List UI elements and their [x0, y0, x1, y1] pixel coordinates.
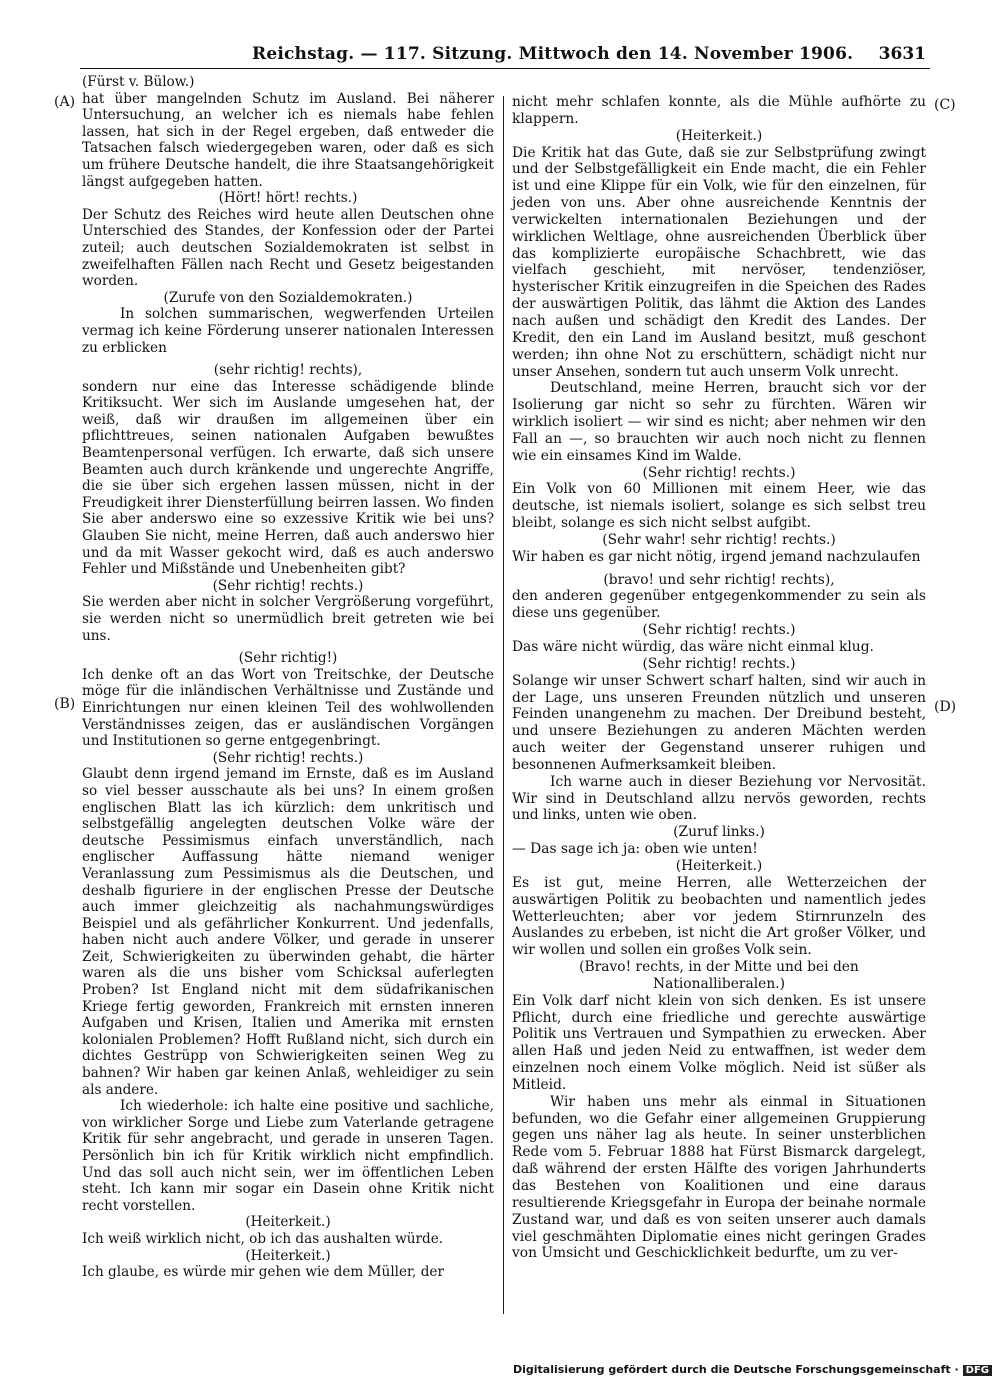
paragraph: — Das sage ich ja: oben wie unten!	[512, 841, 758, 858]
interjection: (Sehr richtig! rechts.)	[212, 749, 364, 766]
paragraph: In solchen summarischen, wegwerfenden Urteilen vermag ich keine Förderung unserer nationalen Interessen zu erblicken	[82, 306, 494, 356]
margin-mark-d: (D)	[934, 699, 957, 715]
paragraph: Der Schutz des Reiches wird heute allen Deutschen ohne Unterschied des Standes, der Konfession oder der Partei zuteil; auch deutschen Sozialdemokraten ist selbst in zweifelhaften Fällen nach Recht und Gesetz beigestanden worden.	[82, 206, 494, 290]
running-title: Reichstag. — 117. Sitzung. Mittwoch den 14. November 1906.	[252, 44, 854, 64]
right-column	[512, 94, 926, 1262]
paragraph: Ich denke oft an das Wort von Treitschke, der Deutsche möge für die inländischen Verhältnisse und Zustände und Einrichtungen nur einen kleinen Teil des wohlwollenden Verständnisses zeigen, das er ausländischen Vorgängen und Institutionen so gerne entgegenbringt.	[82, 666, 494, 750]
interjection: (Bravo! rechts, in der Mitte und bei den Nationalliberalen.)	[579, 959, 859, 992]
page-header	[80, 44, 930, 68]
paragraph: Wir haben uns mehr als einmal in Situationen befunden, wo die Gefahr einer allgemeinen Gruppierung gegen uns näher lag als heute. In seiner unsterblichen Rede vom 5. Februar 1888 hat Fürst Bismarck dargelegt, daß während der ersten Hälfte des vorigen Jahrhunderts das Bestehen von Koalitionen und eine daraus resultierende Kriegsgefahr in Europa der beinahe normale Zustand war, und daß es von seiten unserer auch damals viel geschmähten Diplomatie eines nicht geringen Grades von Umsicht und Geschicklichkeit bedurfte, um zu ver-	[512, 1093, 926, 1262]
interjection: (Sehr richtig! rechts.)	[642, 622, 796, 639]
left-column	[82, 74, 494, 1281]
interjection: (Zurufe von den Sozialdemokraten.)	[163, 289, 413, 306]
interjection: (Heiterkeit.)	[245, 1214, 331, 1231]
header-rule	[80, 68, 930, 69]
paragraph: (Fürst v. Bülow.)	[82, 74, 195, 90]
interjection: (Heiterkeit.)	[675, 857, 763, 874]
interjection: (Sehr richtig! rechts.)	[642, 464, 796, 481]
paragraph: Ich glaube, es würde mir gehen wie dem Müller, der	[82, 1264, 444, 1281]
margin-mark-b: (B)	[54, 696, 76, 712]
margin-mark-c: (C)	[934, 97, 956, 113]
interjection: (Sehr richtig! rechts.)	[212, 577, 364, 594]
paragraph: Ein Volk von 60 Millionen mit einem Heer, wie das deutsche, ist niemals isoliert, solange es sich selbst treu bleibt, solange es sich nicht selbst aufgibt.	[512, 481, 926, 532]
paragraph: den anderen gegenüber entgegenkommender zu sein als diese uns gegenüber.	[512, 588, 926, 622]
paragraph: Glaubt denn irgend jemand im Ernste, daß es im Ausland so viel besser ausschaute als bei uns? In einem großen englischen Blatt las ich kürzlich: dem unkritisch und selbstgefällig angelegten deutschen Volke wäre der deutsche Pessimismus einfach unverständlich, nach englischer Auffassung hätte niemand weniger Veranlassung zum Pessimismus als die Deutschen, und deshalb figuriere in der englischen Presse der Deutsche auch immer gleichzeitig als nachahmungswürdiges Beispiel und als gefährlicher Konkurrent. Und jedenfalls, haben nicht auch andere Völker, und gerade in unserer Zeit, Schwierigkeiten zu überwinden gehabt, die härter waren als die uns bisher vom Schicksal auferlegten Proben? Ist England nicht mit dem südafrikanischen Kriege fertig geworden, Frankreich mit ernsten inneren Aufgaben und Krisen, Italien und Amerika mit ernsten kolonialen Problemen? Hofft Rußland nicht, sich durch ein dichtes Gestrüpp von Schwierigkeiten seinen Weg zu bahnen? Wir haben gar keinen Anlaß, wehleidiger zu sein als andere.	[82, 766, 494, 1098]
paragraph: Es ist gut, meine Herren, alle Wetterzeichen der auswärtigen Politik zu beobachten und namentlich jedes Wetterleuchten; aber vor jedem Stirnrunzeln des Auslandes zu erbeben, ist nicht die Art großer Völker, und wir wollen und sollen ein großes Volk sein.	[512, 874, 926, 959]
paragraph: Sie werden aber nicht in solcher Vergrößerung vorgeführt, sie werden nicht so unermüdlich breit getreten wie bei uns.	[82, 594, 494, 644]
footer-text: Digitalisierung gefördert durch die Deutsche Forschungsgemeinschaft ·	[512, 1363, 959, 1376]
interjection: (Zuruf links.)	[673, 824, 765, 841]
paragraph: Deutschland, meine Herren, braucht sich vor der Isolierung gar nicht so sehr zu fürchten. Wären wir wirklich isoliert — wir sind es nicht; aber nehmen wir den Fall an —, so brauchten wir auch noch nicht zu flennen wie ein einsames Kind im Walde.	[512, 380, 926, 464]
margin-mark-a: (A)	[54, 94, 76, 110]
paragraph: Wir haben es gar nicht nötig, irgend jemand nachzulaufen	[512, 548, 921, 565]
paragraph: nicht mehr schlafen konnte, als die Mühle aufhörte zu klappern.	[512, 94, 926, 127]
footer-credit	[513, 1363, 992, 1376]
column-divider	[503, 96, 504, 1314]
interjection: (sehr richtig! rechts),	[213, 362, 363, 379]
paragraph: Das wäre nicht würdig, das wäre nicht einmal klug.	[512, 639, 874, 655]
paragraph: Ich wiederhole: ich halte eine positive und sachliche, von wirklicher Sorge und Liebe zum Vaterlande getragene Kritik für sehr angebracht, und gerade in unseren Tagen. Persönlich bin ich für Kritik wirklich nicht empfindlich. Und das soll auch nicht sein, wer im öffentlichen Leben steht. Ich kann mir sogar ein Dasein ohne Kritik nicht recht vorstellen.	[82, 1098, 494, 1214]
interjection: (Heiterkeit.)	[675, 127, 763, 144]
paragraph: Ich warne auch in dieser Beziehung vor Nervosität. Wir sind in Deutschland allzu nervös geworden, rechts und links, unten wie oben.	[512, 773, 926, 824]
interjection: (Sehr wahr! sehr richtig! rechts.)	[602, 531, 836, 548]
paragraph: Ein Volk darf nicht klein von sich denken. Es ist unsere Pflicht, durch eine friedliche und gerechte auswärtige Politik uns Vertrauen und Sympathien zu erwecken. Aber allen Haß und jeden Neid zu entwaffnen, ist weder dem einzelnen noch einem Volke möglich. Neid ist süßer als Mitleid.	[512, 992, 926, 1093]
paragraph: sondern nur eine das Interesse schädigende blinde Kritiksucht. Wer sich im Auslande umgesehen hat, der weiß, daß wir draußen im allgemeinen über ein pflichttreues, seinen nationalen Aufgaben bewußtes Beamtenpersonal verfügen. Ich erwarte, daß sich unsere Beamten auch durch kränkende und ungerechte Angriffe, die sie über sich ergehen lassen müssen, nicht in der Freudigkeit ihrer Diensterfüllung beirren lassen. Wo finden Sie aber anderswo eine so exzessive Kritik wie bei uns? Glauben Sie nicht, meine Herren, daß auch anderswo hier und da mit Wasser gekocht wird, daß es auch anderswo Fehler und Mißstände und Unebenheiten gibt?	[82, 378, 494, 578]
paragraph: Die Kritik hat das Gute, daß sie zur Selbstprüfung zwingt und der Selbstgefälligkeit ein Ende macht, die ein Fehler ist und eine Klippe für ein Volk, wie für den einzelnen, für jeden von uns. Aber ohne ausreichende Kenntnis der verwickelten internationalen Beziehungen und der wirklichen Weltlage, ohne ausreichenden Überblick über das komplizierte europäische Schachbrett, wie das vielfach geschieht, mit nervöser, tendenziöser, hysterischer Kritik einzugreifen in die Speichen des Rades der auswärtigen Politik, das lähmt die Aktion des Landes nach außen und schädigt den Kredit des Landes. Der Kredit, den ein Land im Ausland besitzt, muß geschont werden; ihn ohne Not zu erschüttern, schädigt nicht nur unser Ansehen, sondern tut auch unserm Volk unrecht.	[512, 144, 926, 380]
interjection: (Sehr richtig! rechts.)	[642, 655, 796, 672]
dfg-logo: DFG	[963, 1365, 992, 1376]
interjection: (bravo! und sehr richtig! rechts),	[603, 571, 835, 588]
page-number: 3631	[878, 44, 926, 64]
interjection: (Heiterkeit.)	[245, 1247, 331, 1264]
interjection: (Sehr richtig!)	[238, 650, 338, 667]
interjection: (Hört! hört! rechts.)	[218, 190, 358, 207]
paragraph: Ich weiß wirklich nicht, ob ich das aushalten würde.	[82, 1230, 444, 1247]
paragraph: Solange wir unser Schwert scharf halten, sind wir auch in der Lage, uns unseren Freunden nützlich und unseren Feinden unangenehm zu machen. Der Dreibund besteht, und unsere Beziehungen zu anderen Mächten werden auch weiter der Gegenstand unserer ruhigen und besonnenen Aufmerksamkeit bleiben.	[512, 672, 926, 773]
paragraph: hat über mangelnden Schutz im Ausland. Bei näherer Untersuchung, an welcher ich es niemals habe fehlen lassen, hat sich in der Regel ergeben, daß entweder die Tatsachen falsch wiedergegeben waren, oder daß es sich um frühere Deutsche handelt, die ihre Staatsangehörigkeit längst aufgegeben hatten.	[82, 90, 494, 190]
